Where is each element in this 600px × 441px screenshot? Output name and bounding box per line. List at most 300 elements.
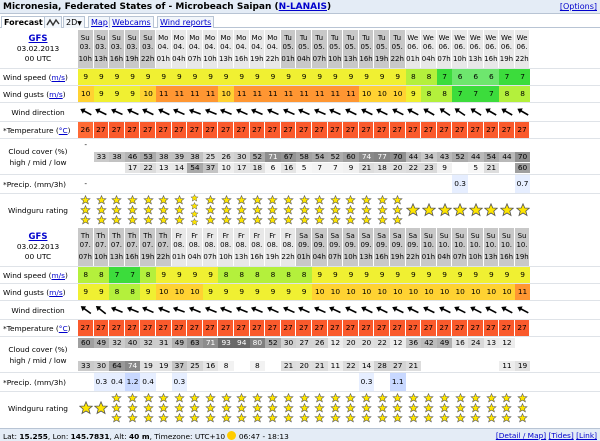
title-prefix: Micronesia, Federated States of - Microbeach Saipan ( <box>3 2 279 12</box>
temperature-cell: 27 <box>499 122 515 138</box>
temperature-cell: 27 <box>187 320 203 336</box>
precip-cell: - <box>84 179 88 189</box>
forecast-time-header <box>390 228 406 266</box>
wind-arrow-icon <box>391 105 405 119</box>
day-name: Sa <box>314 232 324 241</box>
precip-cell <box>374 373 390 391</box>
wind-direction-cell <box>234 301 250 319</box>
hour: 01h <box>406 55 420 64</box>
cloud-low-value: 54 <box>187 163 203 173</box>
wind-speed-suffix: ) <box>65 72 68 82</box>
temperature-cell: 27 <box>374 122 390 138</box>
forecast-time-header <box>374 30 390 68</box>
rating-star-icon <box>439 413 450 423</box>
hour: 19h <box>515 253 529 262</box>
wind-arrow-icon <box>126 105 140 119</box>
rating-star-icon <box>423 393 434 403</box>
rating-star-icon <box>455 393 466 403</box>
rating-star-icon <box>455 413 466 423</box>
hour: 22h <box>156 253 170 262</box>
location-info <box>3 431 289 441</box>
wind-gusts-cell: 11 <box>515 284 531 300</box>
precip-cell <box>452 373 468 391</box>
precip-label <box>0 175 76 193</box>
cloud-mid-value <box>140 350 156 360</box>
cloud-low-value: 30 <box>94 361 110 371</box>
cloud-mid-value: 44 <box>499 152 515 162</box>
rating-star-icon <box>158 205 169 215</box>
forecast-time-header <box>437 30 453 68</box>
rating-cell <box>296 194 312 226</box>
cloud-high-value <box>218 140 234 150</box>
temperature-cell: 27 <box>109 320 125 336</box>
wind-speed-cell: 9 <box>156 69 172 85</box>
hour: 22h <box>265 55 280 64</box>
temperature-cell: 27 <box>281 122 297 138</box>
cloud-cover-cell <box>468 139 484 174</box>
rating-cell <box>140 392 156 424</box>
hour: 22h <box>390 55 404 64</box>
cloud-high-value <box>109 140 125 150</box>
wind-arrow-icon <box>188 105 202 119</box>
tab-map[interactable] <box>88 16 111 28</box>
wind-speed-cell: 8 <box>406 69 422 85</box>
cloud-cover-label <box>0 337 76 372</box>
wind-speed-cell: 8 <box>78 267 94 283</box>
rating-star-icon <box>345 413 356 423</box>
wind-direction-cell <box>452 103 468 121</box>
day-name: Th <box>158 232 168 241</box>
precip-text: *Precip. (mm/3h) <box>3 179 66 189</box>
wind-gusts-cell: 10 <box>437 284 453 300</box>
cloud-high-value: 24 <box>468 338 484 348</box>
cloud-cover-text: Cloud cover (%) <box>8 344 68 354</box>
wind-arrow-icon <box>406 303 420 317</box>
day-name: We <box>485 34 497 43</box>
wind-speed-unit-link[interactable]: m/s <box>51 72 66 82</box>
precip-cell <box>265 175 281 193</box>
cloud-low-value: 17 <box>125 163 141 173</box>
rating-cell <box>156 194 172 226</box>
forecast-time-header <box>156 228 172 266</box>
temperature-cell: 27 <box>218 122 234 138</box>
day-date: 06. <box>454 42 466 51</box>
wind-arrow-icon <box>360 303 374 317</box>
precip-cell <box>421 373 437 391</box>
cloud-high-value: 27 <box>296 338 312 348</box>
sun-times: 06:47 - 18:13 <box>238 432 289 441</box>
rating-star-icon <box>252 195 263 205</box>
cloud-mid-value <box>359 350 375 360</box>
rating-star-icon <box>330 205 341 215</box>
day-name: Fr <box>284 232 292 241</box>
rating-star-icon <box>267 215 278 225</box>
temperature-cell: 27 <box>328 320 344 336</box>
wind-speed-cell: 9 <box>406 267 422 283</box>
cloud-high-value <box>265 140 281 150</box>
cloud-low-value: 23 <box>421 163 437 173</box>
precip-cell: 0.4 <box>109 373 125 391</box>
rating-star-icon <box>330 195 341 205</box>
cloud-low-value: 18 <box>374 163 390 173</box>
rating-cell <box>359 194 375 226</box>
rating-star-icon <box>470 393 481 403</box>
tides-link[interactable]: [Tides] <box>548 431 574 440</box>
rating-star-icon <box>127 393 138 403</box>
forecast-time-header <box>172 30 188 68</box>
wind-speed-unit-link[interactable]: m/s <box>51 270 66 280</box>
hour: 19h <box>250 55 264 64</box>
day-date: 10. <box>516 240 528 249</box>
day-name: We <box>438 34 450 43</box>
hour: 13h <box>234 253 248 262</box>
cloud-mid-value <box>390 350 406 360</box>
cloud-cover-cell <box>203 337 219 372</box>
wind-arrow-icon <box>157 105 171 119</box>
wind-arrow-icon <box>141 105 155 119</box>
rating-star-icon <box>361 413 372 423</box>
cloud-high-value: 93 <box>218 338 234 348</box>
rating-star-icon <box>345 205 356 215</box>
wind-direction-cell <box>421 103 437 121</box>
day-name: Fr <box>175 232 183 241</box>
model-link[interactable]: GFS <box>28 232 48 242</box>
day-name: Su <box>470 232 480 241</box>
day-name: Tu <box>331 34 339 43</box>
rating-star-icon <box>486 393 497 403</box>
cloud-cover-cell <box>374 337 390 372</box>
hour: 16h <box>499 253 514 262</box>
day-name: Tu <box>393 34 402 43</box>
forecast-time-header <box>421 228 437 266</box>
cloud-low-value: 37 <box>203 163 219 173</box>
temperature-unit-link[interactable]: °C <box>58 125 68 135</box>
wind-arrow-icon <box>422 303 436 317</box>
wind-direction-cell <box>374 103 390 121</box>
wind-gusts-cell: 11 <box>234 86 250 102</box>
rating-cell <box>156 392 172 424</box>
wind-speed-cell: 9 <box>359 69 375 85</box>
cloud-low-value: 20 <box>296 361 312 371</box>
rating-cell <box>78 392 94 424</box>
cloud-mid-value <box>250 350 266 360</box>
cloud-mid-value <box>296 350 312 360</box>
temperature-cell: 27 <box>452 122 468 138</box>
wind-speed-cell: 8 <box>296 267 312 283</box>
wind-gusts-cell: 11 <box>343 86 359 102</box>
tab-wind-reports-link[interactable]: Wind reports <box>160 18 212 27</box>
day-date: 07. <box>110 240 122 249</box>
hour: 01h <box>421 253 436 262</box>
day-name: Sa <box>346 232 355 241</box>
wind-gusts-unit-link[interactable]: m/s <box>49 287 63 297</box>
wind-speed-cell: 9 <box>281 69 297 85</box>
rating-star-icon <box>345 195 356 205</box>
hour: 07h <box>187 55 202 64</box>
wind-gusts-cell: 11 <box>328 86 344 102</box>
day-name: Fr <box>269 232 276 241</box>
wind-gusts-cell: 11 <box>156 86 172 102</box>
hour: 13h <box>359 253 373 262</box>
wind-gusts-unit-link[interactable]: m/s <box>49 89 63 99</box>
spot-code-link[interactable]: N-LANAIS <box>278 2 327 12</box>
day-date: 08. <box>282 240 294 249</box>
forecast-time-header <box>406 30 422 68</box>
cloud-low-value: 19 <box>140 361 156 371</box>
options-link[interactable]: [Options] <box>559 2 597 11</box>
wind-direction-cell <box>78 103 94 121</box>
wind-direction-cell <box>406 103 422 121</box>
tab-forecast[interactable]: Forecast <box>1 16 46 28</box>
temperature-cell: 27 <box>515 122 531 138</box>
cloud-cover-cell <box>437 337 453 372</box>
precip-text: *Precip. (mm/3h) <box>3 377 66 387</box>
wind-direction-cell <box>390 301 406 319</box>
cloud-cover-cell <box>281 139 297 174</box>
rating-star-icon <box>330 403 341 413</box>
cloud-cover-cell <box>390 139 406 174</box>
cloud-mid-value: 60 <box>343 152 359 162</box>
cloud-low-value: 8 <box>218 361 234 371</box>
wind-arrow-icon <box>422 105 436 119</box>
temperature-cell: 27 <box>78 320 94 336</box>
permalink-link[interactable]: [Link] <box>576 431 597 440</box>
wind-gusts-cell: 7 <box>468 86 484 102</box>
rating-star-icon <box>408 403 419 413</box>
cloud-low-value: 64 <box>109 361 125 371</box>
tab-wind-reports[interactable] <box>157 16 214 28</box>
wind-gusts-label <box>0 86 76 102</box>
wind-speed-cell: 9 <box>328 69 344 85</box>
precip-cell <box>156 175 172 193</box>
cloud-low-value <box>94 163 110 173</box>
day-name: Tu <box>299 34 308 43</box>
cloud-mid-value <box>312 350 328 360</box>
rating-star-icon <box>143 205 154 215</box>
precip-cell <box>296 373 312 391</box>
wind-gusts-cell: 11 <box>265 86 281 102</box>
wind-arrow-icon <box>391 303 405 317</box>
rating-star-icon <box>205 393 216 403</box>
wind-speed-cell: 9 <box>234 69 250 85</box>
wind-direction-cell <box>250 103 266 121</box>
precip-cell <box>312 373 328 391</box>
cloud-cover-cell <box>78 337 94 372</box>
precip-cell <box>94 175 110 193</box>
rating-cell <box>515 194 531 226</box>
rating-label <box>0 392 76 424</box>
cloud-low-value: 11 <box>328 361 344 371</box>
cloud-high-value: 20 <box>343 338 359 348</box>
wind-arrow-icon <box>266 105 280 119</box>
cloud-low-value: 21 <box>359 163 375 173</box>
day-date: 04. <box>235 42 247 51</box>
cloud-mid-value: 26 <box>218 152 234 162</box>
rating-star-icon <box>236 205 247 215</box>
wind-direction-label <box>0 301 76 319</box>
rating-cell <box>468 194 484 226</box>
rating-cell <box>452 194 468 226</box>
rating-star-icon <box>283 393 294 403</box>
model-link[interactable]: GFS <box>28 34 48 44</box>
wind-arrow-icon <box>453 303 467 317</box>
rating-star-icon <box>377 413 388 423</box>
precip-cell <box>468 175 484 193</box>
cloud-low-value <box>421 361 437 371</box>
wind-direction-cell <box>125 301 141 319</box>
rating-star-icon <box>252 393 263 403</box>
tab-webcams-link[interactable]: Webcams <box>112 18 151 27</box>
hour: 10h <box>328 55 342 64</box>
wind-gusts-cell: 9 <box>94 284 110 300</box>
day-date: 07. <box>157 240 169 249</box>
rating-star-icon <box>158 215 169 225</box>
rating-cell <box>218 392 234 424</box>
cloud-cover-cell <box>78 139 94 174</box>
rating-star-icon <box>190 194 199 202</box>
cloud-low-value <box>78 163 94 173</box>
rating-star-icon <box>330 413 341 423</box>
rating-star-icon <box>252 403 263 413</box>
precip-cell <box>140 175 156 193</box>
day-date: 03. <box>126 42 138 51</box>
cloud-mid-value <box>406 350 422 360</box>
rating-cell <box>172 392 188 424</box>
footer-bar <box>0 428 600 441</box>
rating-star-icon <box>111 215 122 225</box>
wind-direction-cell <box>172 103 188 121</box>
wind-gusts-cell: 10 <box>359 284 375 300</box>
precip-cell: 1.1 <box>390 373 406 391</box>
cloud-mid-value <box>156 350 172 360</box>
cloud-high-value: 12 <box>390 338 406 348</box>
rating-star-icon <box>438 203 452 217</box>
temperature-unit-link[interactable]: °C <box>58 323 68 333</box>
wind-arrow-icon <box>172 303 186 317</box>
day-date: 06. <box>438 42 450 51</box>
day-date: 10. <box>469 240 481 249</box>
temperature-cell: 27 <box>312 320 328 336</box>
wind-speed-cell: 9 <box>312 267 328 283</box>
rating-star-icon <box>486 413 497 423</box>
day-name: We <box>407 34 419 43</box>
cloud-low-value <box>452 361 468 371</box>
cloud-cover-cell <box>343 139 359 174</box>
model-dropdown[interactable] <box>63 16 85 28</box>
rating-star-icon <box>283 413 294 423</box>
hour: 04h <box>172 55 186 64</box>
tab-webcams[interactable] <box>109 16 154 28</box>
precip-cell <box>250 175 266 193</box>
rating-star-icon <box>267 205 278 215</box>
precip-cell <box>499 373 515 391</box>
day-name: Su <box>127 34 137 43</box>
day-date: 08. <box>220 240 232 249</box>
cloud-high-value: 30 <box>281 338 297 348</box>
temperature-cell: 27 <box>468 320 484 336</box>
cloud-mid-value <box>218 350 234 360</box>
wind-speed-cell: 7 <box>437 69 453 85</box>
cloud-high-value <box>452 140 468 150</box>
forecast-time-header <box>265 228 281 266</box>
rating-star-icon <box>190 218 199 226</box>
temperature-cell: 27 <box>296 122 312 138</box>
rating-star-icon <box>205 413 216 423</box>
wind-gusts-cell: 9 <box>94 86 110 102</box>
rating-cell <box>499 392 515 424</box>
precip-cell <box>78 373 94 391</box>
day-date: 09. <box>298 240 310 249</box>
chart-icon[interactable] <box>44 16 62 28</box>
rating-star-icon <box>439 403 450 413</box>
rating-star-icon <box>500 203 514 217</box>
precip-cell <box>203 175 219 193</box>
forecast-time-header <box>468 228 484 266</box>
cloud-cover-cell <box>437 139 453 174</box>
wind-speed-cell: 7 <box>125 267 141 283</box>
cloud-low-value <box>265 361 281 371</box>
rating-star-icon <box>158 413 169 423</box>
cloud-cover-cell <box>218 139 234 174</box>
rating-star-icon <box>205 205 216 215</box>
cloud-low-value: 18 <box>250 163 266 173</box>
rating-star-icon <box>267 195 278 205</box>
lat-label: Lat: <box>3 432 20 441</box>
day-date: 09. <box>329 240 341 249</box>
temperature-cell: 27 <box>406 122 422 138</box>
cloud-cover-text: Cloud cover (%) <box>8 146 68 156</box>
precip-cell <box>187 373 203 391</box>
forecast-time-header <box>499 30 515 68</box>
day-name: Tu <box>284 34 292 43</box>
hour: 16h <box>125 253 139 262</box>
cloud-high-value: 12 <box>499 338 515 348</box>
cloud-cover-cell <box>452 337 468 372</box>
hour: 01h <box>172 253 186 262</box>
hour: 19h <box>499 55 514 64</box>
wind-speed-cell: 9 <box>250 69 266 85</box>
tab-map-link[interactable]: Map <box>91 18 108 27</box>
wind-gusts-cell: 10 <box>187 284 203 300</box>
precip-cell <box>312 175 328 193</box>
wind-gusts-cell: 11 <box>296 86 312 102</box>
rating-star-icon <box>96 205 107 215</box>
cloud-high-value <box>359 140 375 150</box>
temperature-cell: 27 <box>281 320 297 336</box>
temperature-cell: 27 <box>265 320 281 336</box>
precip-cell <box>343 373 359 391</box>
day-date: 08. <box>188 240 200 249</box>
day-name: Tu <box>377 34 386 43</box>
wind-gusts-cell: 10 <box>218 86 234 102</box>
wind-speed-cell: 8 <box>140 267 156 283</box>
title-bar <box>0 0 600 14</box>
wind-direction-text: Wind direction <box>11 305 65 315</box>
rating-cell <box>281 194 297 226</box>
wind-arrow-icon <box>79 105 93 119</box>
wind-speed-cell: 9 <box>187 69 203 85</box>
rating-star-icon <box>158 403 169 413</box>
day-date: 03. <box>95 42 107 51</box>
detail-map-link[interactable]: [Detail / Map] <box>495 431 547 440</box>
hour: 01h <box>281 55 295 64</box>
hour: 10h <box>78 55 92 64</box>
chevron-down-icon: ▼ <box>77 20 82 27</box>
cloud-cover-cell <box>109 139 125 174</box>
day-date: 05. <box>376 42 388 51</box>
rating-star-icon <box>127 205 138 215</box>
precip-cell <box>218 175 234 193</box>
